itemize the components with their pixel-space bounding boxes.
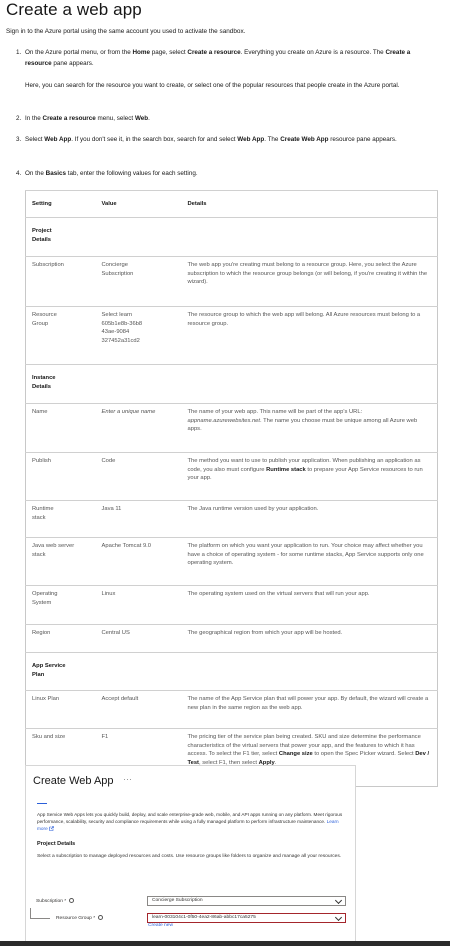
step-subtext: Here, you can search for the resource you want to create, or select one of the popular resources that people create in the Azure portal. <box>25 82 400 89</box>
tree-connector <box>30 908 31 918</box>
text: Select <box>25 136 45 143</box>
table-row <box>26 453 438 501</box>
text: . The <box>264 136 281 143</box>
resource-group-label <box>56 915 103 921</box>
value-text: Select learn 605b1e8b-36b8 43ae-9084 327452a31cd2 <box>101 312 143 344</box>
section-label <box>26 653 438 691</box>
bold-text: Apply <box>258 759 275 766</box>
bold-text: Create a resource <box>25 49 411 67</box>
details-cell: The operating system used on the virtual servers that will run your app. <box>182 586 438 625</box>
table-section-row <box>26 218 438 257</box>
table-header-row <box>26 191 438 218</box>
column-header: Details <box>182 191 438 218</box>
text: The pricing tier of the service plan being created. SKU and size determine the performance characteristics of the virtual servers that power your app, and the features to which it has access. To select the F1 tier, select <box>187 734 421 757</box>
value-cell: Java 11 <box>96 501 182 538</box>
section-text: Instance Details <box>32 375 56 390</box>
bold-text: Basics <box>45 170 66 177</box>
select-value: learn-003104c1-0f50-4ea2-86ab-abbc17ca5275 <box>152 915 256 920</box>
setting-text: Operating System <box>32 591 58 606</box>
subscription-select[interactable] <box>147 896 346 906</box>
section-hint: Select a subscription to manage deployed resources and costs. Use resource groups like folders to organize and manage all your resources. <box>37 854 342 859</box>
value-cell: F1 <box>96 729 182 787</box>
setting-cell: Sku and size <box>26 729 96 787</box>
table-row <box>26 307 438 365</box>
chevron-down-icon <box>335 897 342 904</box>
details-cell: The web app you're creating must belong to a resource group. Here, you select the Azure subscription to which the resource group belongs (or will belong, if you're creating it within the wizard). <box>182 257 438 307</box>
bold-text: Runtime stack <box>266 466 306 473</box>
bold-text: Create a resource <box>42 115 96 122</box>
text: pane appears. <box>51 59 94 67</box>
setting-cell <box>26 307 96 365</box>
text: , select F1, then select <box>199 759 259 766</box>
step-text <box>25 169 431 180</box>
step-text <box>25 48 431 69</box>
label-text: Subscription * <box>36 899 67 904</box>
text: In the <box>25 115 43 122</box>
tab-underline <box>37 803 47 804</box>
text: . The name you choose must be unique among all Azure web apps. <box>187 417 418 432</box>
settings-table <box>25 190 438 787</box>
value-cell: Code <box>96 453 182 501</box>
setting-cell: Region <box>26 625 96 653</box>
learn-more-link[interactable]: Learn more <box>37 819 339 831</box>
text: to open the Spec Picker wizard. Select <box>312 751 416 757</box>
details-cell: The platform on which you want your application to run. Your choice may affect whether you have a choice of operating system - for some runtime stacks, App Service supports only one operating system. <box>182 538 438 586</box>
section-text: Project Details <box>32 228 52 243</box>
text: to prepare your App Service resources to run your app. <box>187 466 423 481</box>
label-text: Resource Group * <box>56 916 96 921</box>
value-cell <box>96 307 182 365</box>
tree-connector <box>30 918 50 919</box>
bold-text: Change size <box>278 751 313 757</box>
italic-text: appname.azurewebsites.net <box>187 417 261 424</box>
section-label <box>26 218 438 257</box>
bottom-bar <box>0 941 450 946</box>
column-header: Value <box>96 191 182 218</box>
step-number: 3. <box>16 136 22 143</box>
value-cell <box>96 257 182 307</box>
table-row <box>26 501 438 538</box>
value-text: Concierge Subscription <box>101 262 134 277</box>
more-options-icon[interactable]: ··· <box>123 774 132 784</box>
details-cell <box>182 404 438 453</box>
setting-cell <box>26 538 96 586</box>
bold-text: Create Web App <box>280 136 329 143</box>
step-text <box>25 114 431 125</box>
table-row <box>26 538 438 586</box>
value-cell <box>96 404 182 453</box>
section-heading: Project Details <box>37 841 76 847</box>
section-text: App Service Plan <box>32 663 66 678</box>
text: On the Azure portal menu, or from the <box>25 49 133 56</box>
setting-text: Resource Group <box>32 312 57 327</box>
info-circle-icon[interactable] <box>98 915 103 920</box>
column-header: Setting <box>26 191 96 218</box>
description-text: App Service Web Apps lets you quickly build, deploy, and scale enterprise-grade web, mobile, and API apps running on any platform. Meet rigorous performance, scalability, security and compliance requirements while using a fully managed platform to perform infrastructure maintenance. <box>37 812 343 824</box>
page-title: Create a web app <box>6 0 142 19</box>
placeholder-text: Enter a unique name <box>101 409 156 415</box>
intro-text: Sign in to the Azure portal using the same account you used to activate the sandbox. <box>6 28 246 35</box>
bold-text: Web <box>134 115 149 122</box>
table-row <box>26 691 438 729</box>
setting-cell: Subscription <box>26 257 96 307</box>
bold-text: Home <box>132 49 150 56</box>
details-cell: The Java runtime version used by your application. <box>182 501 438 538</box>
step-text <box>25 135 431 146</box>
text: resource pane appears. <box>328 136 397 143</box>
table-section-row <box>26 365 438 404</box>
table-row <box>26 404 438 453</box>
bold-text: Create a resource <box>187 49 241 56</box>
pane-title: Create Web App <box>33 775 114 787</box>
subscription-label <box>36 898 74 904</box>
details-cell: The resource group to which the web app will belong. All Azure resources must belong to a resource group. <box>182 307 438 365</box>
setting-text: Java web server stack <box>32 543 75 558</box>
details-cell: The name of the App Service plan that will power your app. By default, the wizard will create a new plan in the same region as the web app. <box>182 691 438 729</box>
text: menu, select <box>95 115 135 122</box>
table-row <box>26 586 438 625</box>
info-circle-icon[interactable] <box>69 898 74 903</box>
external-link-icon <box>49 826 54 831</box>
setting-cell: Linux Plan <box>26 691 96 729</box>
setting-cell: Publish <box>26 453 96 501</box>
table-row <box>26 257 438 307</box>
bold-text: Web App <box>237 136 265 143</box>
resource-group-select[interactable] <box>147 913 346 923</box>
setting-cell <box>26 586 96 625</box>
text: page, select <box>149 49 188 56</box>
select-value: Concierge Subscription <box>152 898 203 903</box>
step-number: 1. <box>16 49 22 56</box>
text: . <box>148 115 150 122</box>
pane-description <box>37 811 349 832</box>
setting-text: Runtime stack <box>32 506 54 521</box>
table-section-row <box>26 653 438 691</box>
value-cell: Linux <box>96 586 182 625</box>
text: The name of your web app. This name will be part of the app's URL: <box>187 409 363 415</box>
create-new-link[interactable]: Create new <box>148 923 174 928</box>
text: . Everything you create on Azure is a resource. The <box>240 49 386 56</box>
text: On the <box>25 170 46 177</box>
value-cell: Accept default <box>96 691 182 729</box>
chevron-down-icon <box>335 914 342 921</box>
section-label <box>26 365 438 404</box>
step-number: 2. <box>16 115 22 122</box>
table-row <box>26 625 438 653</box>
text: The method you want to use to publish your application. When publishing an application as code, you also must configure <box>187 458 421 473</box>
details-cell: The geographical region from which your app will be hosted. <box>182 625 438 653</box>
value-cell: Central US <box>96 625 182 653</box>
bold-text: Web App <box>44 136 72 143</box>
text: . <box>274 759 277 766</box>
step-number: 4. <box>16 170 22 177</box>
details-cell <box>182 453 438 501</box>
setting-cell <box>26 501 96 538</box>
text: . If you don't see it, in the search box, search for and select <box>71 136 238 143</box>
setting-cell: Name <box>26 404 96 453</box>
bold-text: Dev / Test <box>187 751 430 766</box>
value-cell: Apache Tomcat 9.0 <box>96 538 182 586</box>
text: tab, enter the following values for each setting. <box>65 170 198 177</box>
